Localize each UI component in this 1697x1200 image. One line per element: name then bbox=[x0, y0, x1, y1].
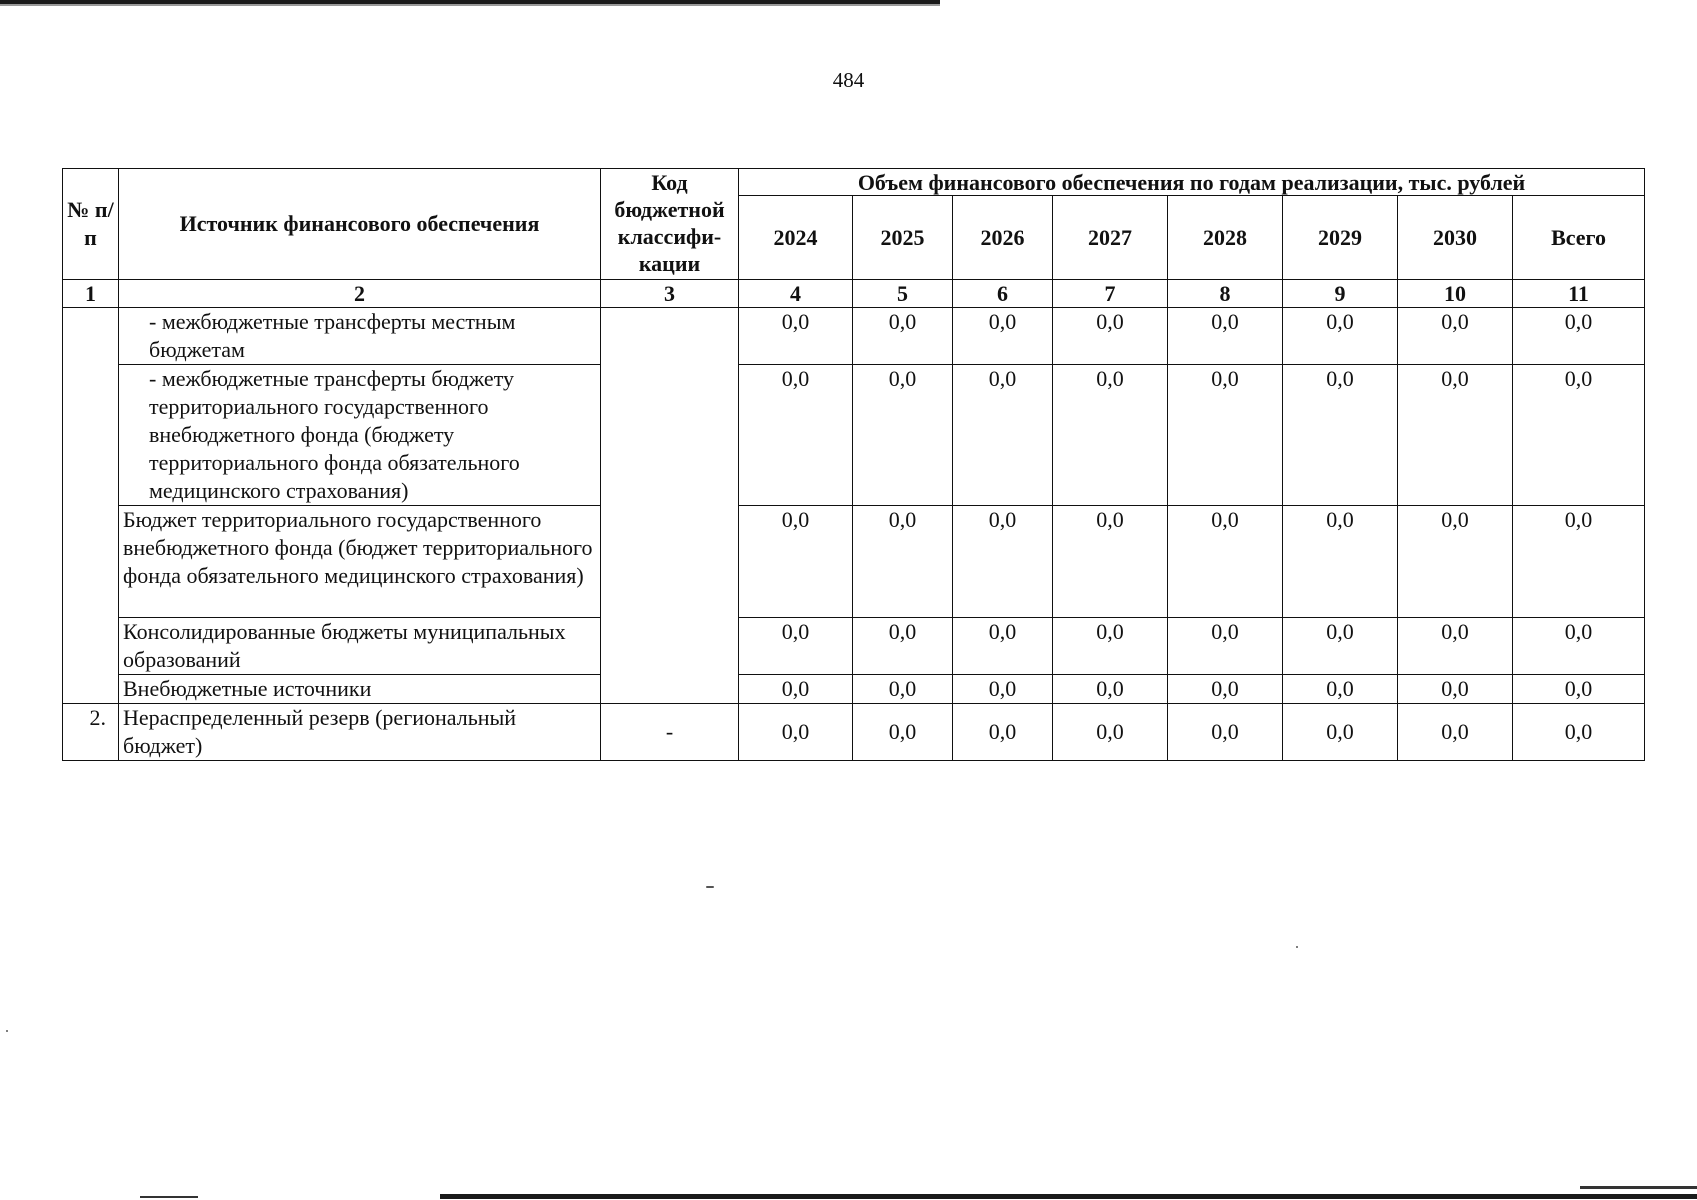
table-row bbox=[63, 618, 1645, 675]
column-number: 8 bbox=[1168, 280, 1283, 308]
header-year-2027: 2027 bbox=[1053, 196, 1168, 280]
table-row bbox=[63, 506, 1645, 618]
value-cell: 0,0 bbox=[853, 618, 953, 675]
page-number: 484 bbox=[832, 68, 865, 92]
scan-speck bbox=[706, 886, 714, 888]
column-number: 4 bbox=[739, 280, 853, 308]
scan-speck bbox=[6, 1030, 8, 1032]
value-cell: 0,0 bbox=[1168, 618, 1283, 675]
source-cell: - межбюджетные трансферты местным бюджетам bbox=[119, 308, 601, 365]
value-cell: 0,0 bbox=[1053, 365, 1168, 506]
column-number: 6 bbox=[953, 280, 1053, 308]
value-cell: 0,0 bbox=[739, 365, 853, 506]
header-total: Всего bbox=[1513, 196, 1645, 280]
value-cell: 0,0 bbox=[1513, 704, 1645, 761]
value-cell: 0,0 bbox=[953, 365, 1053, 506]
value-cell: 0,0 bbox=[1053, 675, 1168, 704]
value-cell: 0,0 bbox=[1398, 704, 1513, 761]
table-row bbox=[63, 308, 1645, 365]
header-year-2028: 2028 bbox=[1168, 196, 1283, 280]
value-cell: 0,0 bbox=[1398, 506, 1513, 618]
scan-edge-bottom bbox=[440, 1194, 1697, 1199]
value-cell: 0,0 bbox=[953, 675, 1053, 704]
value-cell: 0,0 bbox=[1513, 675, 1645, 704]
value-cell: 0,0 bbox=[1398, 308, 1513, 365]
value-cell: 0,0 bbox=[739, 618, 853, 675]
source-cell: Консолидированные бюджеты муниципальных образований bbox=[119, 618, 601, 675]
value-cell: 0,0 bbox=[1168, 506, 1283, 618]
value-cell: 0,0 bbox=[1053, 308, 1168, 365]
value-cell: 0,0 bbox=[1283, 618, 1398, 675]
value-cell: 0,0 bbox=[739, 704, 853, 761]
value-cell: 0,0 bbox=[1053, 704, 1168, 761]
column-number: 3 bbox=[601, 280, 739, 308]
value-cell: 0,0 bbox=[953, 506, 1053, 618]
header-year-2024: 2024 bbox=[739, 196, 853, 280]
value-cell: 0,0 bbox=[1168, 704, 1283, 761]
scan-edge-bottom-right bbox=[1580, 1186, 1697, 1189]
source-cell: Бюджет территориального государственного внебюджетного фонда (бюджет территориального фонда обязательного медицинского страхования) bbox=[119, 506, 601, 618]
source-cell: Внебюджетные источники bbox=[119, 675, 601, 704]
header-year-2025: 2025 bbox=[853, 196, 953, 280]
value-cell: 0,0 bbox=[739, 308, 853, 365]
value-cell: 0,0 bbox=[1283, 675, 1398, 704]
kbk-cell bbox=[601, 308, 739, 704]
value-cell: 0,0 bbox=[1283, 506, 1398, 618]
value-cell: 0,0 bbox=[953, 704, 1053, 761]
header-volume: Объем финансового обеспечения по годам реализации, тыс. рублей bbox=[739, 169, 1645, 196]
header-year-2026: 2026 bbox=[953, 196, 1053, 280]
value-cell: 0,0 bbox=[1513, 618, 1645, 675]
value-cell: 0,0 bbox=[1168, 675, 1283, 704]
row-number-cell bbox=[63, 308, 119, 704]
column-number: 2 bbox=[119, 280, 601, 308]
value-cell: 0,0 bbox=[1513, 308, 1645, 365]
header-kbk: Код бюджетной классифи-кации bbox=[601, 169, 739, 280]
scan-edge-top-shadow bbox=[0, 4, 940, 6]
value-cell: 0,0 bbox=[1168, 365, 1283, 506]
scan-speck bbox=[1296, 946, 1298, 948]
value-cell: 0,0 bbox=[1283, 308, 1398, 365]
value-cell: 0,0 bbox=[853, 308, 953, 365]
value-cell: 0,0 bbox=[1398, 675, 1513, 704]
value-cell: 0,0 bbox=[953, 618, 1053, 675]
value-cell: 0,0 bbox=[1283, 704, 1398, 761]
column-number: 11 bbox=[1513, 280, 1645, 308]
header-no: № п/п bbox=[63, 169, 119, 280]
header-year-2030: 2030 bbox=[1398, 196, 1513, 280]
row-number-cell: 2. bbox=[63, 704, 119, 761]
value-cell: 0,0 bbox=[853, 365, 953, 506]
value-cell: 0,0 bbox=[1053, 618, 1168, 675]
table-row bbox=[63, 704, 1645, 761]
value-cell: 0,0 bbox=[853, 675, 953, 704]
table-row bbox=[63, 675, 1645, 704]
column-number: 1 bbox=[63, 280, 119, 308]
value-cell: 0,0 bbox=[1283, 365, 1398, 506]
value-cell: 0,0 bbox=[739, 675, 853, 704]
source-cell: - межбюджетные трансферты бюджету территориального государственного внебюджетного фонда (бюджету территориального фонда обязательного медицинского страхования) bbox=[119, 365, 601, 506]
value-cell: 0,0 bbox=[853, 506, 953, 618]
financing-table bbox=[62, 168, 1645, 761]
value-cell: 0,0 bbox=[739, 506, 853, 618]
column-number: 5 bbox=[853, 280, 953, 308]
value-cell: 0,0 bbox=[1053, 506, 1168, 618]
value-cell: 0,0 bbox=[1168, 308, 1283, 365]
kbk-cell: - bbox=[601, 704, 739, 761]
column-number: 9 bbox=[1283, 280, 1398, 308]
source-cell: Нераспределенный резерв (региональный бюджет) bbox=[119, 704, 601, 761]
value-cell: 0,0 bbox=[953, 308, 1053, 365]
table-row bbox=[63, 365, 1645, 506]
column-number: 7 bbox=[1053, 280, 1168, 308]
value-cell: 0,0 bbox=[1513, 365, 1645, 506]
column-number: 10 bbox=[1398, 280, 1513, 308]
value-cell: 0,0 bbox=[1398, 365, 1513, 506]
header-year-2029: 2029 bbox=[1283, 196, 1398, 280]
header-source: Источник финансового обеспечения bbox=[119, 169, 601, 280]
scan-edge-bottom-left bbox=[140, 1196, 198, 1198]
value-cell: 0,0 bbox=[1398, 618, 1513, 675]
value-cell: 0,0 bbox=[853, 704, 953, 761]
value-cell: 0,0 bbox=[1513, 506, 1645, 618]
